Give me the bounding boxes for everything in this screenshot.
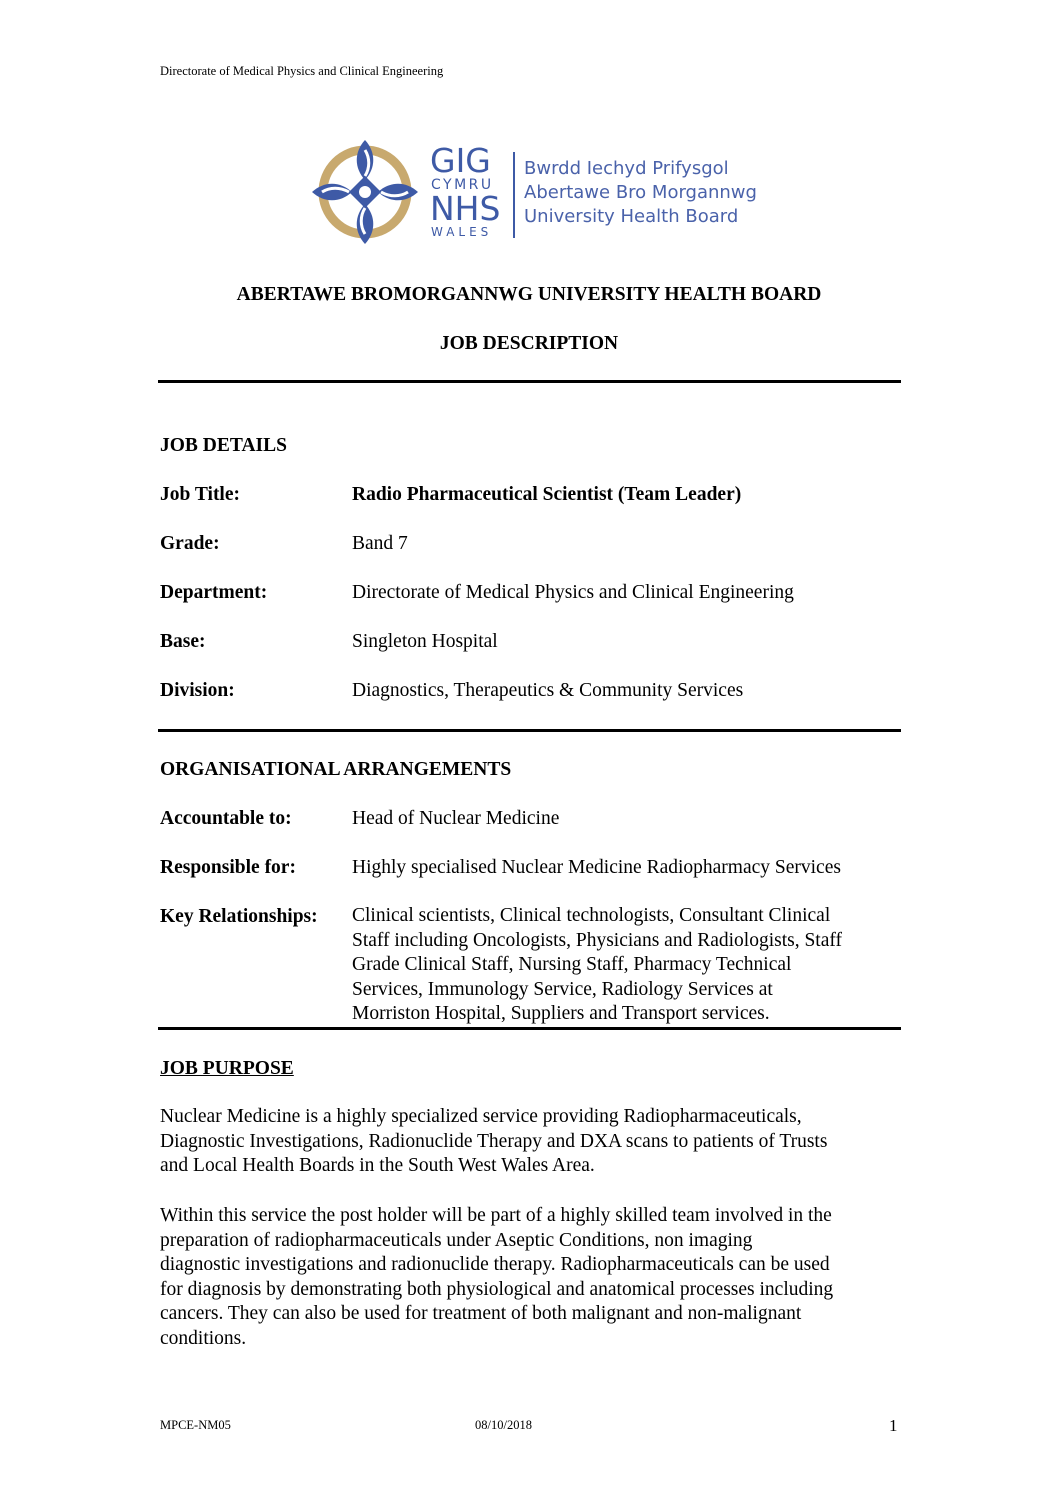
- divider-rule: [158, 729, 901, 732]
- logo-org-line-2: Abertawe Bro Morgannwg: [524, 182, 757, 203]
- logo-cymru-text: CYMRU: [431, 177, 494, 193]
- base-value: Singleton Hospital: [352, 631, 498, 652]
- nhs-wales-logo: [312, 138, 772, 248]
- job-purpose-paragraph-2: [160, 1204, 920, 1352]
- text-line: Nuclear Medicine is a highly specialized service providing Radiopharmaceuticals,: [160, 1106, 802, 1127]
- logo-wales-text: WALES: [431, 225, 493, 239]
- text-line: cancers. They can also be used for treatment of both malignant and non-malignant: [160, 1303, 802, 1325]
- logo-gig-text: GIG: [430, 141, 491, 180]
- text-line: preparation of radiopharmaceuticals under Aseptic Conditions, non imaging: [160, 1229, 753, 1251]
- logo-divider: [513, 152, 515, 238]
- document-subtitle: JOB DESCRIPTION: [439, 333, 619, 354]
- text-line: for diagnosis by demonstrating both physiological and anatomical processes including: [160, 1278, 834, 1300]
- text-line: Clinical scientists, Clinical technologists, Consultant Clinical: [352, 905, 831, 926]
- job-purpose-heading: JOB PURPOSE: [160, 1058, 294, 1079]
- text-line: Grade Clinical Staff, Nursing Staff, Pharmacy Technical: [352, 954, 792, 976]
- text-line: Services, Immunology Service, Radiology Services at: [352, 978, 773, 1000]
- grade-label: Grade:: [160, 533, 220, 554]
- job-title-value: Radio Pharmaceutical Scientist (Team Leader): [352, 484, 742, 505]
- division-label: Division:: [160, 680, 235, 701]
- job-title-label: Job Title:: [160, 484, 240, 505]
- department-value: Directorate of Medical Physics and Clinical Engineering: [352, 582, 794, 603]
- accountable-value: Head of Nuclear Medicine: [352, 808, 560, 829]
- division-value: Diagnostics, Therapeutics & Community Services: [352, 680, 744, 701]
- celtic-knot-icon: [312, 138, 418, 246]
- key-relationships-value: [352, 904, 912, 1027]
- job-details-heading: JOB DETAILS: [160, 435, 287, 456]
- text-line: Staff including Oncologists, Physicians and Radiologists, Staff: [352, 929, 843, 951]
- text-line: and Local Health Boards in the South West Wales Area.: [160, 1155, 595, 1177]
- running-header: Directorate of Medical Physics and Clinical Engineering: [160, 64, 444, 78]
- responsible-value: Highly specialised Nuclear Medicine Radiopharmacy Services: [352, 857, 841, 878]
- text-line: Diagnostic Investigations, Radionuclide Therapy and DXA scans to patients of Trusts: [160, 1130, 828, 1152]
- base-label: Base:: [160, 631, 206, 652]
- footer-date: 08/10/2018: [475, 1418, 532, 1432]
- divider-rule: [158, 380, 901, 383]
- department-label: Department:: [160, 582, 268, 603]
- text-line: Morriston Hospital, Suppliers and Transport services.: [352, 1003, 770, 1025]
- logo-org-line-3: University Health Board: [524, 206, 739, 227]
- job-purpose-paragraph-1: [160, 1105, 920, 1179]
- key-relationships-label: Key Relationships:: [160, 906, 318, 927]
- accountable-label: Accountable to:: [160, 808, 292, 829]
- responsible-label: Responsible for:: [160, 857, 296, 878]
- page-number: 1: [889, 1416, 898, 1435]
- text-line: conditions.: [160, 1327, 247, 1349]
- divider-rule: [158, 1027, 901, 1030]
- grade-value: Band 7: [352, 533, 408, 554]
- logo-org-line-1: Bwrdd Iechyd Prifysgol: [524, 158, 729, 179]
- organisational-heading: ORGANISATIONAL ARRANGEMENTS: [160, 759, 512, 780]
- document-title: ABERTAWE BROMORGANNWG UNIVERSITY HEALTH BOARD: [236, 284, 822, 305]
- text-line: diagnostic investigations and radionuclide therapy. Radiopharmaceuticals can be used: [160, 1254, 830, 1276]
- footer-doc-ref: MPCE-NM05: [160, 1418, 231, 1432]
- text-line: Within this service the post holder will be part of a highly skilled team involved in the: [160, 1205, 832, 1226]
- logo-nhs-text: NHS: [430, 189, 501, 228]
